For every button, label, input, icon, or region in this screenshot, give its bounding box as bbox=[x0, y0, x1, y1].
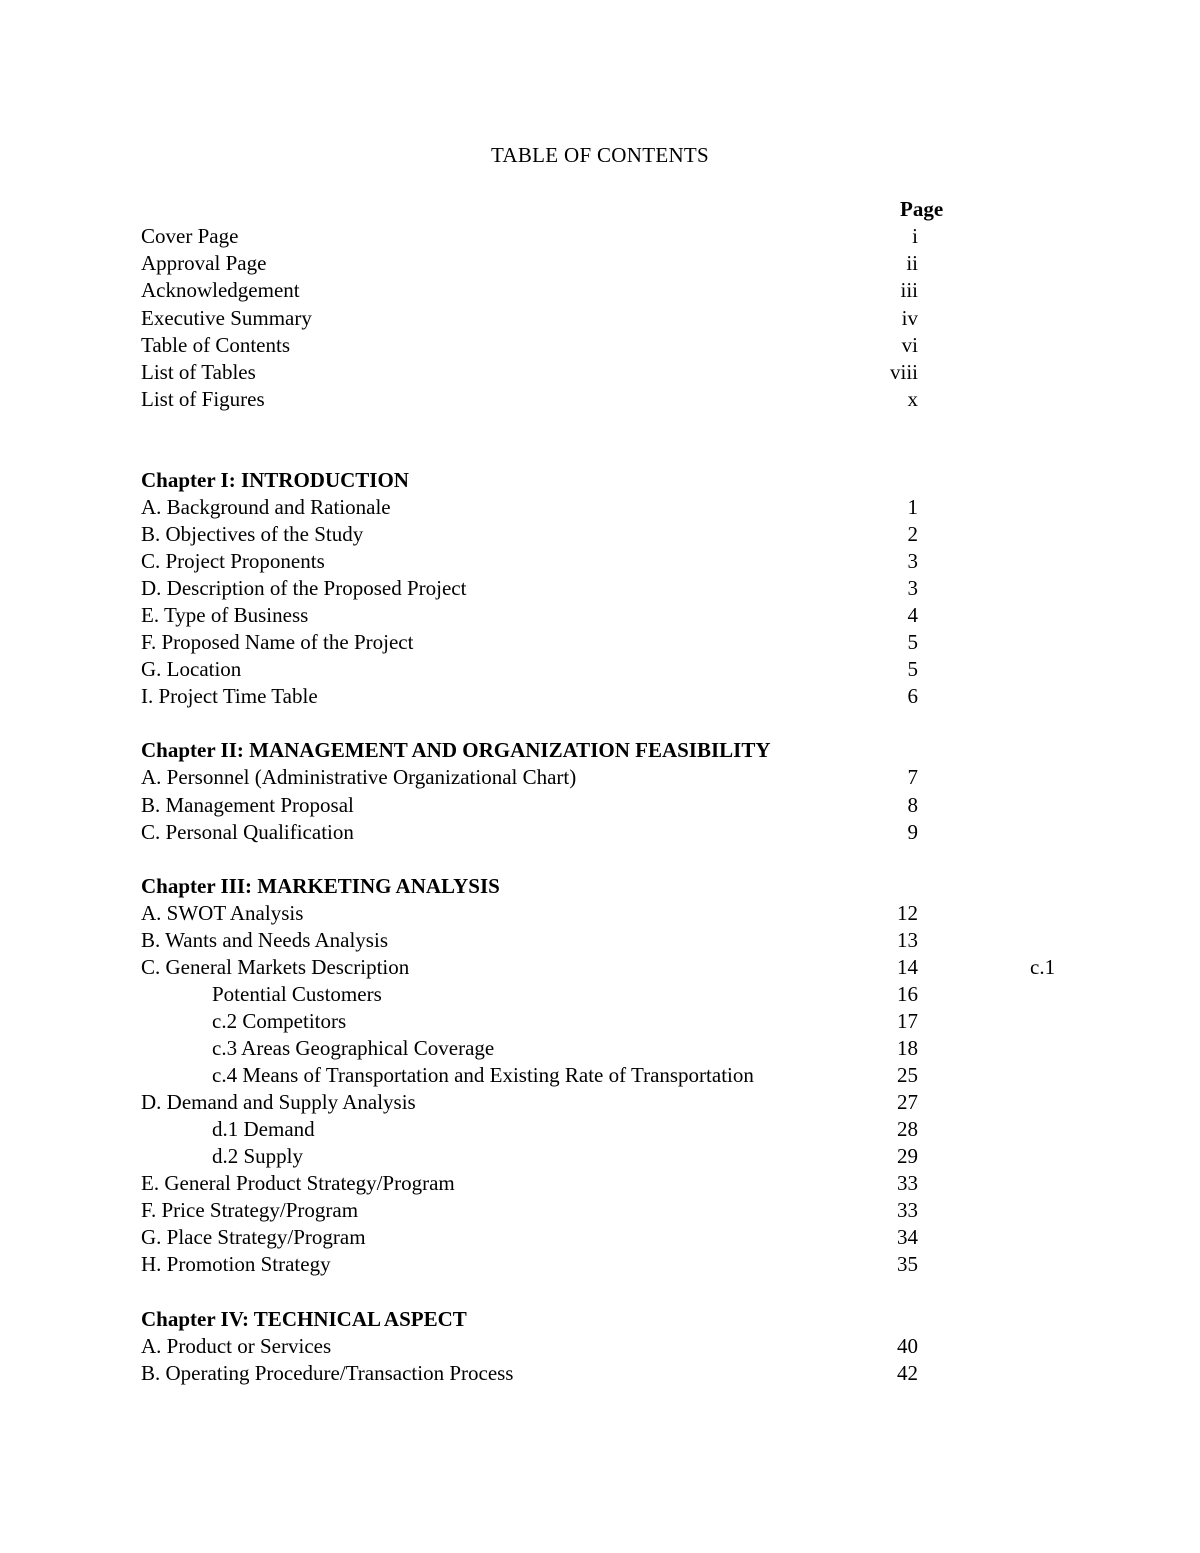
toc-entry bbox=[0, 1251, 1200, 1278]
chapter-heading: Chapter I: INTRODUCTION bbox=[141, 468, 409, 492]
toc-entry-page: 5 bbox=[907, 630, 918, 654]
toc-entry bbox=[0, 819, 1200, 846]
toc-entry-label: C. General Markets Description bbox=[141, 955, 410, 979]
toc-entry-page: 16 bbox=[897, 982, 918, 1006]
toc-subentry bbox=[0, 1008, 1200, 1035]
toc-entry bbox=[0, 1170, 1200, 1197]
toc-entry bbox=[0, 521, 1200, 548]
toc-entry-page: iv bbox=[901, 306, 918, 330]
toc-entry bbox=[0, 954, 1200, 981]
toc-entry-label: c.3 Areas Geographical Coverage bbox=[212, 1036, 495, 1060]
toc-subentry bbox=[0, 981, 1200, 1008]
toc-entry bbox=[0, 223, 1200, 250]
toc-entry bbox=[0, 548, 1200, 575]
toc-entry-label: List of Figures bbox=[141, 387, 265, 411]
toc-entry-label: Approval Page bbox=[141, 251, 267, 275]
toc-entry bbox=[0, 277, 1200, 304]
toc-entry-page: 40 bbox=[897, 1334, 918, 1358]
toc-entry-page: i bbox=[912, 224, 918, 248]
toc-entry-page: viii bbox=[889, 360, 918, 384]
toc-entry-page: 8 bbox=[907, 793, 918, 817]
toc-entry-label: A. SWOT Analysis bbox=[141, 901, 304, 925]
toc-entry-label: Executive Summary bbox=[141, 306, 312, 330]
toc-entry bbox=[0, 1089, 1200, 1116]
toc-entry-page: 28 bbox=[897, 1117, 918, 1141]
toc-entry-label: C. Project Proponents bbox=[141, 549, 325, 573]
toc-entry-label: E. Type of Business bbox=[141, 603, 309, 627]
toc-entry-label: Acknowledgement bbox=[141, 278, 300, 302]
toc-entry bbox=[0, 792, 1200, 819]
toc-entry bbox=[0, 250, 1200, 277]
toc-entry-label: A. Background and Rationale bbox=[141, 495, 391, 519]
chapter-heading: Chapter IV: TECHNICAL ASPECT bbox=[141, 1307, 467, 1331]
toc-entry-label: A. Product or Services bbox=[141, 1334, 332, 1358]
toc-entry-label: B. Wants and Needs Analysis bbox=[141, 928, 388, 952]
toc-entry-label: E. General Product Strategy/Program bbox=[141, 1171, 455, 1195]
toc-entry-page: 33 bbox=[897, 1198, 918, 1222]
toc-entry bbox=[0, 683, 1200, 710]
toc-entry bbox=[0, 305, 1200, 332]
toc-entry bbox=[0, 764, 1200, 791]
toc-entry-label: G. Place Strategy/Program bbox=[141, 1225, 366, 1249]
toc-entry-label: B. Management Proposal bbox=[141, 793, 354, 817]
toc-entry-page: 3 bbox=[907, 549, 918, 573]
toc-entry-page: 33 bbox=[897, 1171, 918, 1195]
toc-entry-label: F. Price Strategy/Program bbox=[141, 1198, 359, 1222]
toc-entry-label: H. Promotion Strategy bbox=[141, 1252, 331, 1276]
toc-entry-label: B. Operating Procedure/Transaction Process bbox=[141, 1361, 514, 1385]
toc-entry-page: 17 bbox=[897, 1009, 918, 1033]
toc-entry-label: Potential Customers bbox=[212, 982, 382, 1006]
toc-entry bbox=[0, 900, 1200, 927]
toc-entry bbox=[0, 386, 1200, 413]
toc-entry-side-label: c.1 bbox=[1030, 955, 1056, 979]
toc-entry-page: 4 bbox=[907, 603, 918, 627]
toc-entry-page: 14 bbox=[897, 955, 918, 979]
toc-entry-page: 29 bbox=[897, 1144, 918, 1168]
toc-entry bbox=[0, 359, 1200, 386]
toc-entry-label: c.2 Competitors bbox=[212, 1009, 347, 1033]
toc-entry bbox=[0, 927, 1200, 954]
toc-entry-label: A. Personnel (Administrative Organizational Chart) bbox=[141, 765, 577, 789]
toc-entry-page: x bbox=[907, 387, 918, 411]
toc-entry-label: Table of Contents bbox=[141, 333, 290, 357]
page-column-header: Page bbox=[900, 197, 944, 221]
toc-entry bbox=[0, 575, 1200, 602]
toc-entry-page: ii bbox=[906, 251, 918, 275]
toc-entry bbox=[0, 1333, 1200, 1360]
toc-entry bbox=[0, 629, 1200, 656]
toc-entry-label: d.1 Demand bbox=[212, 1117, 315, 1141]
toc-entry-page: 1 bbox=[907, 495, 918, 519]
toc-entry-label: C. Personal Qualification bbox=[141, 820, 354, 844]
toc-entry-label: G. Location bbox=[141, 657, 242, 681]
toc-entry-page: 34 bbox=[897, 1225, 918, 1249]
toc-entry-label: B. Objectives of the Study bbox=[141, 522, 364, 546]
toc-entry-page: 27 bbox=[897, 1090, 918, 1114]
toc-entry bbox=[0, 494, 1200, 521]
toc-entry bbox=[0, 1360, 1200, 1387]
toc-entry-page: 12 bbox=[897, 901, 918, 925]
toc-entry-page: 13 bbox=[897, 928, 918, 952]
toc-entry-label: c.4 Means of Transportation and Existing Rate of Transportation bbox=[212, 1063, 754, 1087]
toc-entry-page: 18 bbox=[897, 1036, 918, 1060]
toc-entry bbox=[0, 602, 1200, 629]
toc-entry-page: 2 bbox=[907, 522, 918, 546]
toc-entry-page: 6 bbox=[907, 684, 918, 708]
toc-entry-page: 7 bbox=[907, 765, 918, 789]
toc-entry-label: D. Demand and Supply Analysis bbox=[141, 1090, 416, 1114]
toc-subentry bbox=[0, 1035, 1200, 1062]
chapter-heading: Chapter III: MARKETING ANALYSIS bbox=[141, 874, 500, 898]
toc-subentry bbox=[0, 1116, 1200, 1143]
toc-entry bbox=[0, 1224, 1200, 1251]
toc-entry-page: 25 bbox=[897, 1063, 918, 1087]
page-title: TABLE OF CONTENTS bbox=[490, 143, 710, 167]
toc-entry-label: F. Proposed Name of the Project bbox=[141, 630, 414, 654]
toc-entry-label: Cover Page bbox=[141, 224, 239, 248]
toc-entry-page: 5 bbox=[907, 657, 918, 681]
toc-entry-label: D. Description of the Proposed Project bbox=[141, 576, 467, 600]
toc-entry-page: vi bbox=[901, 333, 918, 357]
toc-entry-page: 9 bbox=[907, 820, 918, 844]
toc-entry-page: 35 bbox=[897, 1252, 918, 1276]
toc-entry-label: I. Project Time Table bbox=[141, 684, 318, 708]
toc-entry bbox=[0, 656, 1200, 683]
toc-entry bbox=[0, 1197, 1200, 1224]
toc-subentry bbox=[0, 1143, 1200, 1170]
toc-entry-page: 42 bbox=[897, 1361, 918, 1385]
toc-entry-label: d.2 Supply bbox=[212, 1144, 304, 1168]
toc-entry-page: iii bbox=[900, 278, 918, 302]
toc-entry-page: 3 bbox=[907, 576, 918, 600]
toc-entry-label: List of Tables bbox=[141, 360, 256, 384]
toc-entry bbox=[0, 332, 1200, 359]
toc-subentry bbox=[0, 1062, 1200, 1089]
chapter-heading: Chapter II: MANAGEMENT AND ORGANIZATION FEASIBILITY bbox=[141, 738, 771, 762]
